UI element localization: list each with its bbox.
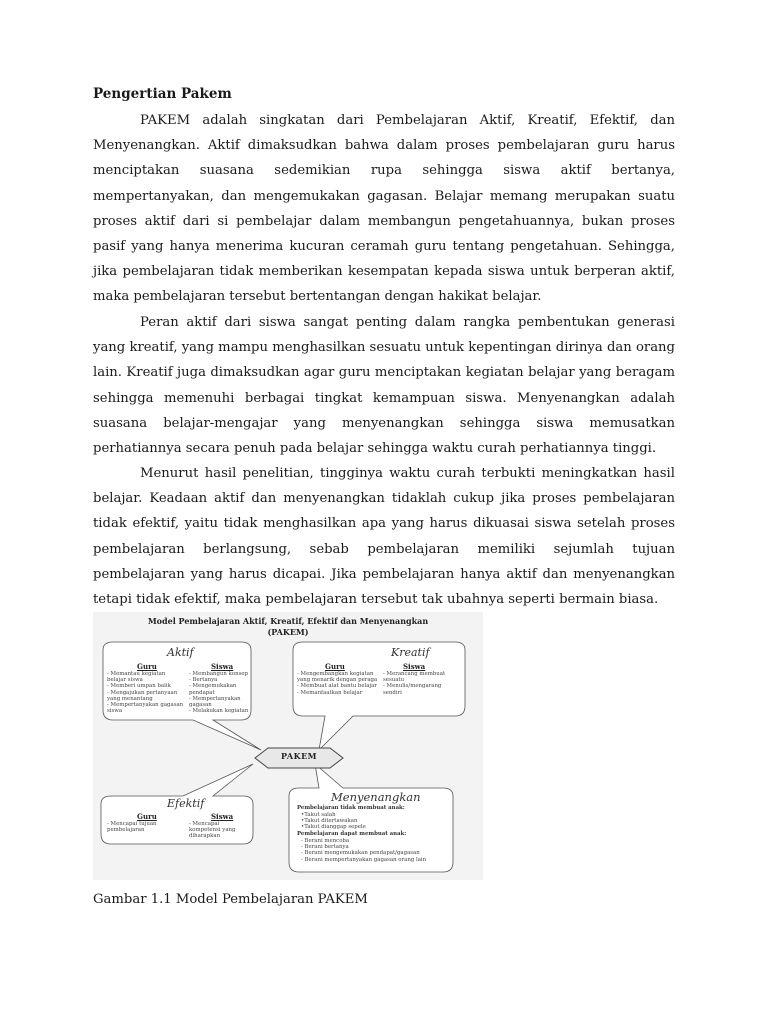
list-item: - Mempertanyakan gagasan siswa	[107, 702, 185, 714]
list-item: - Berani mencoba	[301, 838, 447, 844]
list-item: - Berani mengemukakan pendapat/gagasan	[301, 850, 447, 856]
paragraph-2: Peran aktif dari siswa sangat penting dalam rangka pembentukan generasi yang kreatif, yang mampu menghasilkan sesuatu untuk kepentingan dirinya dan orang lain. Kreatif juga dimaksudkan agar guru menciptakan kegiatan belajar yang beragam sehingga memenuhi berbagai tingkat kemampuan siswa. Menyenangkan adalah suasana belajar-mengajar yang menyenangkan sehingga siswa memusatkan perhatiannya secara penuh pada belajar sehingga waktu curah perhatiannya tinggi.	[93, 315, 675, 457]
kreatif-guru-label: Guru	[325, 662, 345, 671]
menyenangkan-sub-can: Pembelajaran dapat membuat anak:	[297, 831, 407, 837]
list-item: - Memberi umpan balik	[107, 683, 185, 689]
list-item: - Membuat alat bantu belajar	[297, 683, 381, 689]
list-item: - Memantau kegiatan belajar siswa	[107, 671, 185, 683]
figure-subtitle: (PAKEM)	[267, 627, 309, 637]
menyenangkan-sub-not: Pembelajaran tidak membuat anak:	[297, 805, 405, 811]
efektif-heading: Efektif	[167, 797, 205, 810]
aktif-siswa-label: Siswa	[211, 662, 234, 671]
menyenangkan-can-list	[301, 838, 447, 863]
aktif-guru-label: Guru	[137, 662, 157, 671]
list-item: - Mencapai kompetensi yang diharapkan	[189, 821, 249, 840]
figure-caption: Gambar 1.1 Model Pembelajaran PAKEM	[93, 892, 368, 907]
list-item: - Mengemukakan pendapat	[189, 683, 249, 695]
list-item: - Berani bertanya	[301, 844, 447, 850]
list-item: - Melakukan kegiatan	[189, 708, 249, 714]
aktif-heading: Aktif	[167, 646, 194, 659]
pakem-diagram	[93, 612, 483, 880]
list-item: - Menulis/mengarang sendiri	[383, 683, 459, 695]
list-item: - Berani mempertanyakan gagasan orang lain	[301, 857, 447, 863]
list-item: - Mengajukan pertanyaan yang menantang	[107, 690, 185, 702]
efektif-siswa-list	[189, 821, 249, 840]
list-item: • Takut ditertawakan	[301, 818, 441, 824]
list-item: - Memanfaatkan belajar	[297, 690, 381, 696]
pakem-center-label: PAKEM	[280, 751, 318, 761]
section-heading: Pengertian Pakem	[93, 86, 232, 102]
kreatif-siswa-label: Siswa	[403, 662, 426, 671]
list-item: - Bertanya	[189, 677, 249, 683]
aktif-guru-list	[107, 671, 185, 714]
menyenangkan-not-list	[301, 812, 441, 831]
list-item: - Mencapai tujuan pembelajaran	[107, 821, 179, 833]
aktif-siswa-list	[189, 671, 249, 714]
kreatif-siswa-list	[383, 671, 459, 696]
kreatif-heading: Kreatif	[391, 646, 430, 659]
kreatif-bubble	[293, 642, 465, 750]
menyenangkan-heading: Menyenangkan	[331, 790, 421, 804]
paragraph-3: Menurut hasil penelitian, tingginya waktu curah terbukti meningkatkan hasil belajar. Keadaan aktif dan menyenangkan tidaklah cukup jika proses pembelajaran tidak efektif, yaitu tidak menghasilkan apa yang harus dikuasai siswa setelah proses pembelajaran berlangsung, sebab pembelajaran memiliki sejumlah tujuan pembelajaran yang harus dicapai. Jika pembelajaran hanya aktif dan menyenangkan tetapi tidak efektif, maka pembelajaran tersebut tak ubahnya seperti bermain biasa.	[93, 466, 675, 608]
efektif-guru-label: Guru	[137, 812, 157, 821]
list-item: - Membangun konsep	[189, 671, 249, 677]
efektif-guru-list	[107, 821, 179, 833]
list-item: • Takut dianggap sepele	[301, 824, 441, 830]
paragraph-1: PAKEM adalah singkatan dari Pembelajaran Aktif, Kreatif, Efektif, dan Menyenangkan. Aktif dimaksudkan bahwa dalam proses pembelajaran guru harus menciptakan suasana sedemikian rupa sehingga siswa aktif bertanya, mempertanyakan, dan mengemukakan gagasan. Belajar memang merupakan suatu proses aktif dari si pembelajar dalam membangun pengetahuannya, bukan proses pasif yang hanya menerima kucuran ceramah guru tentang pengetahuan. Sehingga, jika pembelajaran tidak memberikan kesempatan kepada siswa untuk berperan aktif, maka pembelajaran tersebut bertentangan dengan hakikat belajar.	[93, 113, 675, 305]
kreatif-guru-list	[297, 671, 381, 696]
list-item: - Mempertanyakan gagasan	[189, 696, 249, 708]
list-item: - Merancang membuat sesuatu	[383, 671, 459, 683]
efektif-siswa-label: Siswa	[211, 812, 234, 821]
list-item: - Mengembangkan kegiatan yang menarik dengan peraga	[297, 671, 381, 683]
list-item: • Takut salah	[301, 812, 441, 818]
figure-title: Model Pembelajaran Aktif, Kreatif, Efektif dan Menyenangkan	[147, 616, 429, 626]
